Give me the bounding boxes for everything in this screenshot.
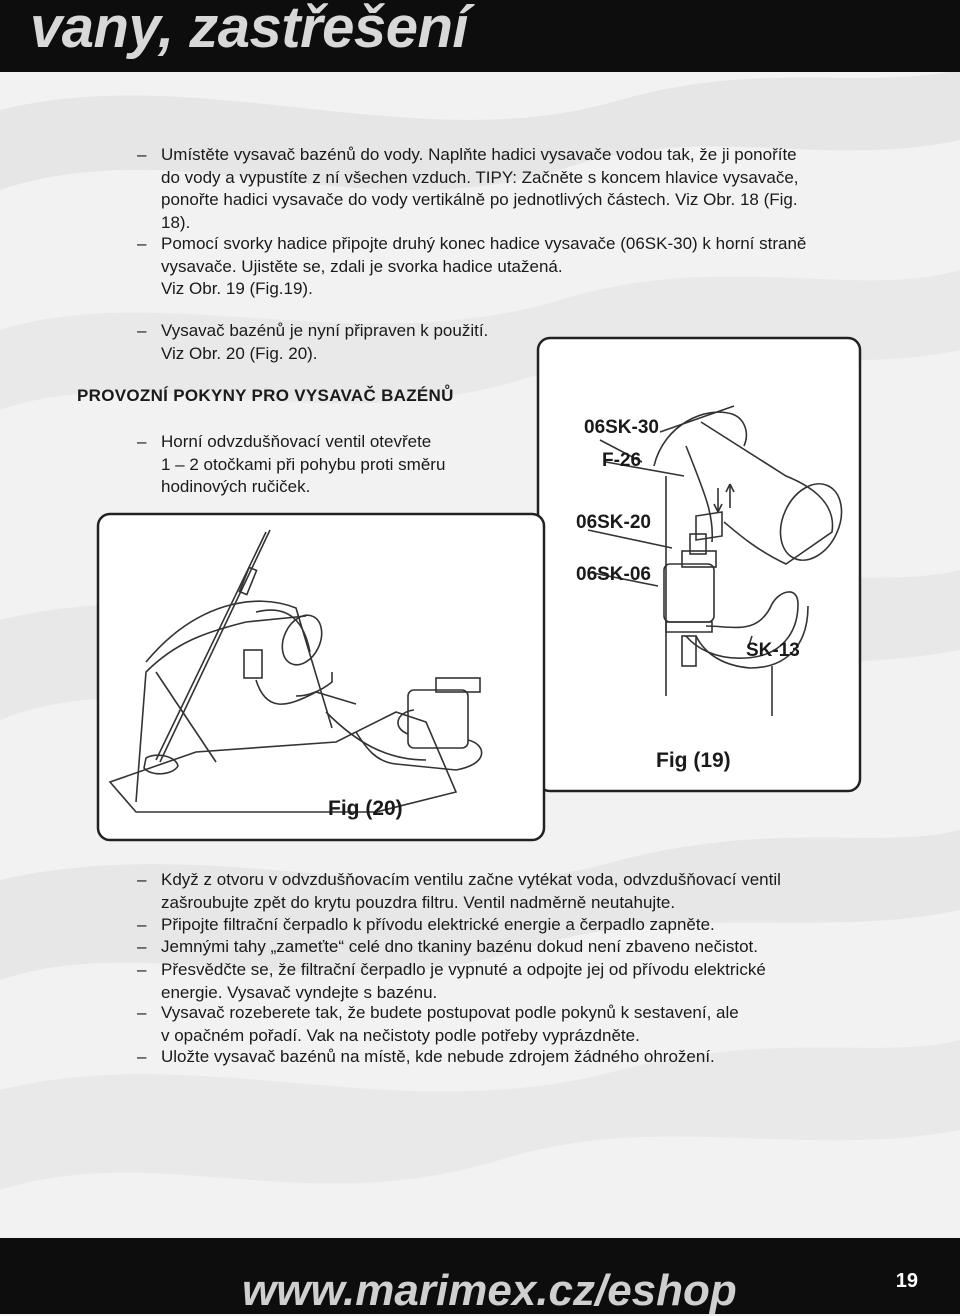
instruction-item bbox=[137, 1046, 715, 1069]
text-line: Vysavač rozeberete tak, že budete postupovat podle pokynů k sestavení, ale bbox=[161, 1003, 739, 1022]
text-line: energie. Vysavač vyndejte s bazénu. bbox=[161, 982, 438, 1002]
bullet-dash: – bbox=[137, 145, 147, 164]
figure-20-vacuum-in-pool bbox=[96, 512, 546, 842]
text-line: Uložte vysavač bazénů na místě, kde nebude zdrojem žádného ohrožení. bbox=[161, 1047, 715, 1066]
bullet-dash: – bbox=[137, 870, 147, 889]
text-line: ponořte hadici vysavače do vody vertikálně po jednotlivých částech. Viz Obr. 18 (Fig. bbox=[161, 190, 798, 209]
figure-20-caption: Fig (20) bbox=[328, 797, 403, 820]
text-line: v opačném pořadí. Vak na nečistoty podle potřeby vyprázdněte. bbox=[161, 1025, 640, 1045]
text-line: hodinových ručiček. bbox=[161, 477, 311, 496]
text-line: Když z otvoru v odvzdušňovacím ventilu začne vytékat voda, odvzdušňovací ventil bbox=[161, 870, 781, 889]
shop-url-link[interactable]: www.marimex.cz/eshop bbox=[242, 1266, 737, 1315]
page-title: vany, zastřešení bbox=[30, 0, 468, 60]
instruction-item bbox=[137, 233, 807, 301]
text-line: Horní odvzdušňovací ventil otevřete bbox=[161, 432, 432, 451]
bullet-dash: – bbox=[137, 321, 147, 340]
instruction-item bbox=[137, 320, 489, 365]
instruction-item bbox=[137, 936, 758, 959]
figure-19-vacuum-connection bbox=[536, 336, 862, 793]
page-number: 19 bbox=[895, 1270, 918, 1292]
label-06sk-30: 06SK-30 bbox=[584, 417, 659, 438]
instruction-item bbox=[137, 869, 781, 914]
instruction-item bbox=[137, 144, 799, 234]
instruction-item bbox=[137, 959, 766, 1004]
bullet-dash: – bbox=[137, 915, 147, 934]
text-line: Viz Obr. 20 (Fig. 20). bbox=[161, 343, 318, 363]
label-f-26: F-26 bbox=[602, 450, 642, 471]
text-line: vysavače. Ujistěte se, zdali je svorka hadice utažená. bbox=[161, 256, 563, 276]
bullet-dash: – bbox=[137, 1047, 147, 1066]
text-line: Pomocí svorky hadice připojte druhý konec hadice vysavače (06SK-30) k horní straně bbox=[161, 234, 807, 253]
section-heading: PROVOZNÍ POKYNY PRO VYSAVAČ BAZÉNŮ bbox=[77, 386, 454, 405]
text-line: Připojte filtrační čerpadlo k přívodu elektrické energie a čerpadlo zapněte. bbox=[161, 915, 715, 934]
label-sk-13: SK-13 bbox=[746, 640, 800, 661]
bullet-dash: – bbox=[137, 234, 147, 253]
text-line: 1 – 2 otočkami při pohybu proti směru bbox=[161, 454, 446, 474]
text-line: 18). bbox=[161, 212, 191, 232]
text-line: Přesvědčte se, že filtrační čerpadlo je vypnuté a odpojte jej od přívodu elektrické bbox=[161, 960, 766, 979]
text-line: do vody a vypustíte z ní všechen vzduch. TIPY: Začněte s koncem hlavice vysavače, bbox=[161, 167, 799, 187]
bullet-dash: – bbox=[137, 432, 147, 451]
text-line: Jemnými tahy „zameťte“ celé dno tkaniny bazénu dokud není zbaveno nečistot. bbox=[161, 937, 758, 956]
instruction-item bbox=[137, 431, 446, 499]
instruction-item bbox=[137, 1002, 739, 1047]
bullet-dash: – bbox=[137, 960, 147, 979]
bullet-dash: – bbox=[137, 937, 147, 956]
text-line: Umístěte vysavač bazénů do vody. Naplňte hadici vysavače vodou tak, že ji ponoříte bbox=[161, 145, 797, 164]
figure-19-caption: Fig (19) bbox=[656, 749, 731, 772]
text-line: Vysavač bazénů je nyní připraven k použití. bbox=[161, 321, 489, 340]
text-line: Viz Obr. 19 (Fig.19). bbox=[161, 279, 313, 298]
text-line: zašroubujte zpět do krytu pouzdra filtru. Ventil nadměrně neutahujte. bbox=[161, 892, 676, 912]
bullet-dash: – bbox=[137, 1003, 147, 1022]
label-06sk-06: 06SK-06 bbox=[576, 564, 651, 585]
label-06sk-20: 06SK-20 bbox=[576, 512, 651, 533]
instruction-item bbox=[137, 914, 715, 937]
